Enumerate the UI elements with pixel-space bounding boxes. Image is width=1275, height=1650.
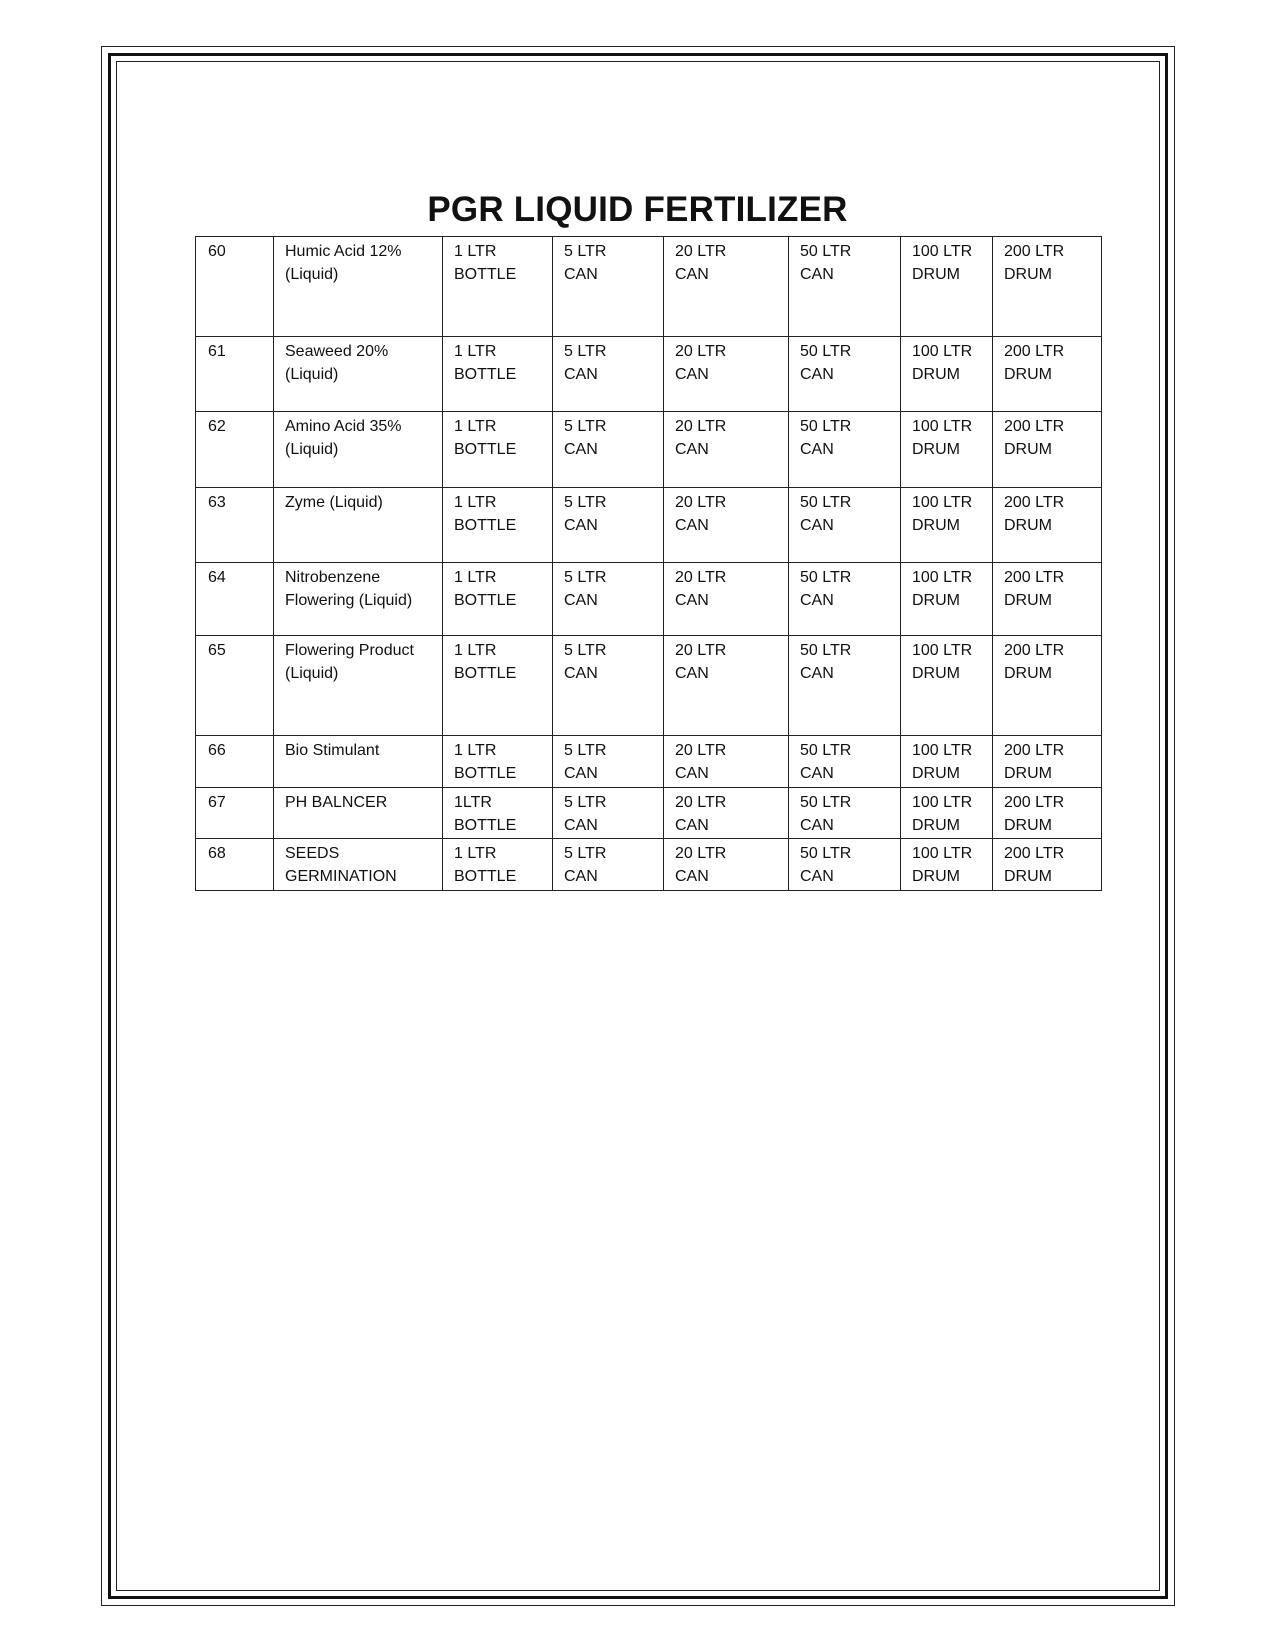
size-200-ltr-cell: 200 LTR DRUM	[993, 563, 1102, 636]
size-50-ltr-cell: 50 LTR CAN	[789, 563, 901, 636]
size-100-ltr-cell: 100 LTR DRUM	[901, 237, 993, 337]
size-5-ltr-cell: 5 LTR CAN	[553, 839, 664, 891]
product-name-cell: SEEDS GERMINATION	[274, 839, 443, 891]
product-name-cell: Amino Acid 35% (Liquid)	[274, 412, 443, 488]
item-number-cell: 66	[196, 736, 274, 788]
table-row	[196, 839, 1102, 891]
size-20-ltr-cell: 20 LTR CAN	[664, 488, 789, 563]
table-row	[196, 636, 1102, 736]
size-5-ltr-cell: 5 LTR CAN	[553, 563, 664, 636]
size-5-ltr-cell: 5 LTR CAN	[553, 788, 664, 839]
size-5-ltr-cell: 5 LTR CAN	[553, 237, 664, 337]
item-number-cell: 62	[196, 412, 274, 488]
item-number-cell: 63	[196, 488, 274, 563]
item-number-cell: 67	[196, 788, 274, 839]
page-title: PGR LIQUID FERTILIZER	[427, 190, 848, 229]
size-20-ltr-cell: 20 LTR CAN	[664, 237, 789, 337]
size-50-ltr-cell: 50 LTR CAN	[789, 237, 901, 337]
size-1-ltr-cell: 1 LTR BOTTLE	[443, 337, 553, 412]
size-200-ltr-cell: 200 LTR DRUM	[993, 736, 1102, 788]
product-name-cell: Zyme (Liquid)	[274, 488, 443, 563]
size-50-ltr-cell: 50 LTR CAN	[789, 412, 901, 488]
size-20-ltr-cell: 20 LTR CAN	[664, 337, 789, 412]
table-row	[196, 563, 1102, 636]
size-200-ltr-cell: 200 LTR DRUM	[993, 788, 1102, 839]
size-1-ltr-cell: 1 LTR BOTTLE	[443, 636, 553, 736]
size-20-ltr-cell: 20 LTR CAN	[664, 788, 789, 839]
size-100-ltr-cell: 100 LTR DRUM	[901, 412, 993, 488]
item-number-cell: 65	[196, 636, 274, 736]
table-row	[196, 788, 1102, 839]
size-100-ltr-cell: 100 LTR DRUM	[901, 488, 993, 563]
item-number-cell: 60	[196, 237, 274, 337]
size-5-ltr-cell: 5 LTR CAN	[553, 412, 664, 488]
size-50-ltr-cell: 50 LTR CAN	[789, 636, 901, 736]
size-20-ltr-cell: 20 LTR CAN	[664, 736, 789, 788]
size-1-ltr-cell: 1 LTR BOTTLE	[443, 488, 553, 563]
product-name-cell: Flowering Product (Liquid)	[274, 636, 443, 736]
size-100-ltr-cell: 100 LTR DRUM	[901, 337, 993, 412]
size-50-ltr-cell: 50 LTR CAN	[789, 839, 901, 891]
size-200-ltr-cell: 200 LTR DRUM	[993, 839, 1102, 891]
size-1-ltr-cell: 1 LTR BOTTLE	[443, 412, 553, 488]
product-name-cell: PH BALNCER	[274, 788, 443, 839]
size-5-ltr-cell: 5 LTR CAN	[553, 636, 664, 736]
size-5-ltr-cell: 5 LTR CAN	[553, 736, 664, 788]
size-100-ltr-cell: 100 LTR DRUM	[901, 736, 993, 788]
item-number-cell: 64	[196, 563, 274, 636]
size-1-ltr-cell: 1 LTR BOTTLE	[443, 563, 553, 636]
table-row	[196, 337, 1102, 412]
size-200-ltr-cell: 200 LTR DRUM	[993, 412, 1102, 488]
size-50-ltr-cell: 50 LTR CAN	[789, 337, 901, 412]
table-row	[196, 412, 1102, 488]
size-1-ltr-cell: 1 LTR BOTTLE	[443, 839, 553, 891]
size-5-ltr-cell: 5 LTR CAN	[553, 337, 664, 412]
product-name-cell: Nitrobenzene Flowering (Liquid)	[274, 563, 443, 636]
item-number-cell: 68	[196, 839, 274, 891]
size-5-ltr-cell: 5 LTR CAN	[553, 488, 664, 563]
size-1-ltr-cell: 1LTR BOTTLE	[443, 788, 553, 839]
size-200-ltr-cell: 200 LTR DRUM	[993, 337, 1102, 412]
product-name-cell: Seaweed 20% (Liquid)	[274, 337, 443, 412]
table-row	[196, 736, 1102, 788]
size-200-ltr-cell: 200 LTR DRUM	[993, 636, 1102, 736]
size-100-ltr-cell: 100 LTR DRUM	[901, 636, 993, 736]
table-row	[196, 488, 1102, 563]
product-name-cell: Bio Stimulant	[274, 736, 443, 788]
product-name-cell: Humic Acid 12% (Liquid)	[274, 237, 443, 337]
size-50-ltr-cell: 50 LTR CAN	[789, 488, 901, 563]
size-20-ltr-cell: 20 LTR CAN	[664, 839, 789, 891]
size-100-ltr-cell: 100 LTR DRUM	[901, 563, 993, 636]
size-1-ltr-cell: 1 LTR BOTTLE	[443, 736, 553, 788]
size-50-ltr-cell: 50 LTR CAN	[789, 736, 901, 788]
product-table-body	[196, 237, 1102, 891]
size-20-ltr-cell: 20 LTR CAN	[664, 636, 789, 736]
size-200-ltr-cell: 200 LTR DRUM	[993, 237, 1102, 337]
table-row	[196, 237, 1102, 337]
size-100-ltr-cell: 100 LTR DRUM	[901, 788, 993, 839]
size-1-ltr-cell: 1 LTR BOTTLE	[443, 237, 553, 337]
size-20-ltr-cell: 20 LTR CAN	[664, 563, 789, 636]
item-number-cell: 61	[196, 337, 274, 412]
size-200-ltr-cell: 200 LTR DRUM	[993, 488, 1102, 563]
size-100-ltr-cell: 100 LTR DRUM	[901, 839, 993, 891]
size-20-ltr-cell: 20 LTR CAN	[664, 412, 789, 488]
product-table	[195, 236, 1102, 891]
size-50-ltr-cell: 50 LTR CAN	[789, 788, 901, 839]
